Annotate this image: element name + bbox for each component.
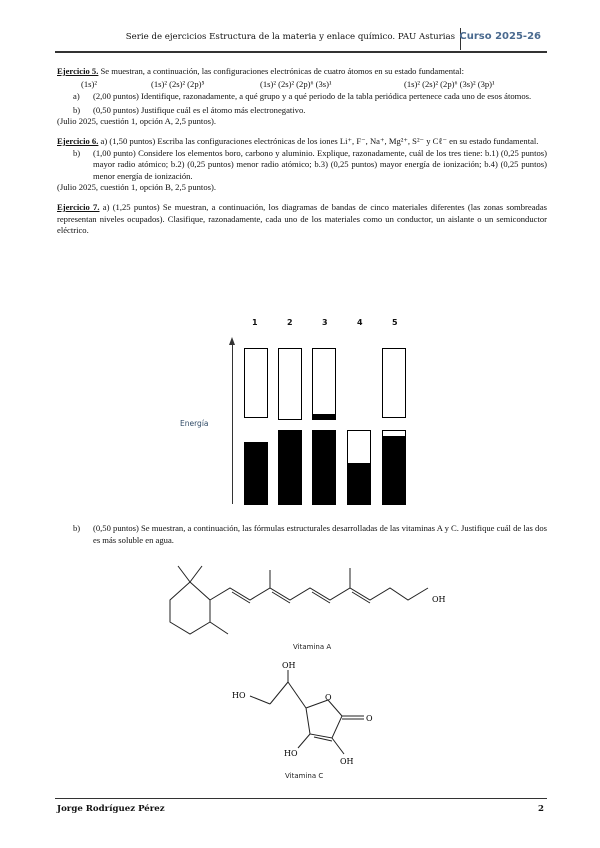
vitamin-c-oh-top: OH <box>282 661 296 670</box>
vitamin-c-o-carbonyl: O <box>366 714 373 723</box>
ex5-intro-text: Se muestran, a continuación, las configuraciones electrónicas de cuatro átomos en su estado fundamental: <box>98 66 464 76</box>
band-4-occupied <box>348 463 370 504</box>
ex7-item-b <box>57 523 547 546</box>
ex5-a-text: (2,00 puntos) Identifique, razonadamente, a qué grupo y a qué periodo de la tabla periódica pertenece cada uno de esos átomos. <box>93 91 532 102</box>
band-number-5: 5 <box>392 318 398 327</box>
ex6-title: Ejercicio 6. <box>57 135 99 146</box>
ex6-intro-text: a) (1,50 puntos) Escriba las configuraciones electrónicas de los iones Li⁺, F⁻, Na⁺, Mg²⁺, S²⁻ y Cℓ⁻ en su estado fundamental. <box>98 135 539 146</box>
page-header <box>55 28 547 50</box>
ex7-intro <box>57 202 547 237</box>
ex6-source: (Julio 2025, cuestión 1, opción B, 2,5 puntos). <box>57 182 216 193</box>
vitamin-c-ho-left: HO <box>232 691 246 700</box>
ex5-source: (Julio 2025, cuestión 1, opción A, 2,5 puntos). <box>57 116 216 127</box>
header-course: Curso 2025-26 <box>459 31 541 42</box>
ex5-b-text: (0,50 puntos) Justifique cuál es el átomo más electronegativo. <box>93 104 306 115</box>
page-content <box>57 66 547 237</box>
band-3-upper <box>312 348 336 420</box>
ex7-title: Ejercicio 7. <box>57 201 100 212</box>
ex5-configs <box>57 79 547 91</box>
ex5-intro <box>57 66 547 78</box>
ex5-config-1: (1s)² <box>81 78 97 89</box>
ex7-intro-text: a) (1,25 puntos) Se muestran, a continuación, los diagramas de bandas de cinco materiales diferentes (las zonas sombreadas representan niveles ocupados). Clasifique, razonadamente, cada uno de los materiales como un conductor, un aislante o un semiconductor eléctrico. <box>57 201 547 236</box>
ex5-config-3: (1s)² (2s)² (2p)⁶ (3s)¹ <box>260 78 332 89</box>
vitamin-c-label: Vitamina C <box>285 772 324 780</box>
band-1-lower <box>244 442 268 505</box>
ex7-b-text: (0,50 puntos) Se muestran, a continuación, las fórmulas estructurales desarrolladas de las vitaminas A y C. Justifique cuál de las dos es más soluble en agua. <box>93 523 547 545</box>
ex5-a-label: a) <box>73 91 80 102</box>
vitamin-c-o-ring: O <box>325 693 332 702</box>
ex5-item-a <box>57 91 547 103</box>
ex5-title: Ejercicio 5. <box>57 66 99 76</box>
ex5-config-4: (1s)² (2s)² (2p)⁶ (3s)² (3p)¹ <box>404 78 495 89</box>
band-diagram <box>180 318 420 508</box>
band-3-lower <box>312 430 336 505</box>
energy-axis <box>232 344 233 504</box>
band-1-upper <box>244 348 268 418</box>
band-number-4: 4 <box>357 318 363 327</box>
footer-author: Jorge Rodríguez Pérez <box>57 804 165 814</box>
vitamin-a-bonds <box>170 566 428 634</box>
band-5-lower <box>382 430 406 505</box>
ex5-config-2: (1s)² (2s)² (2p)⁵ <box>151 78 205 89</box>
band-2-lower <box>278 430 302 505</box>
footer-rule <box>55 798 547 799</box>
vitamin-c-oh-bottom: OH <box>340 757 354 766</box>
ex6-b-text: (1,00 punto) Considere los elementos boro, carbono y aluminio. Explique, razonadamente, cuál de los tres tiene: b.1) (0,25 puntos) mayor radio atómico; b.2) (0,25 puntos) menor radio atómico; b.3) (0,25 puntos) mayor energía de ionización; b.4) (0,25 puntos) menor energía de ionización. <box>93 147 547 181</box>
ex6-item-b <box>57 148 547 183</box>
band-number-2: 2 <box>287 318 293 327</box>
band-5-upper <box>382 348 406 418</box>
band-3-upper-occupied <box>313 414 335 419</box>
band-2-upper <box>278 348 302 420</box>
vitamin-c-bonds <box>250 670 364 754</box>
band-4-band <box>347 430 371 505</box>
ex6-b-label: b) <box>73 147 81 158</box>
vitamin-c-structure <box>228 660 388 770</box>
header-title: Serie de ejercicios Estructura de la materia y enlace químico. PAU Asturias <box>125 32 455 42</box>
ex6-intro <box>57 136 547 148</box>
ex5-b-label: b) <box>73 104 81 115</box>
vitamin-c-ho-bottom: HO <box>284 749 298 758</box>
vitamin-a-oh: OH <box>432 595 446 604</box>
ex7-b-block <box>57 523 547 546</box>
ex5-item-b <box>57 105 547 117</box>
band-5-occupied <box>383 436 405 504</box>
ex7-b-label: b) <box>73 523 81 533</box>
band-number-3: 3 <box>322 318 328 327</box>
vitamin-a-label: Vitamina A <box>293 643 332 651</box>
header-rule <box>55 51 547 53</box>
energy-label: Energía <box>180 419 209 428</box>
band-number-1: 1 <box>252 318 258 327</box>
footer-page-number: 2 <box>538 804 544 814</box>
